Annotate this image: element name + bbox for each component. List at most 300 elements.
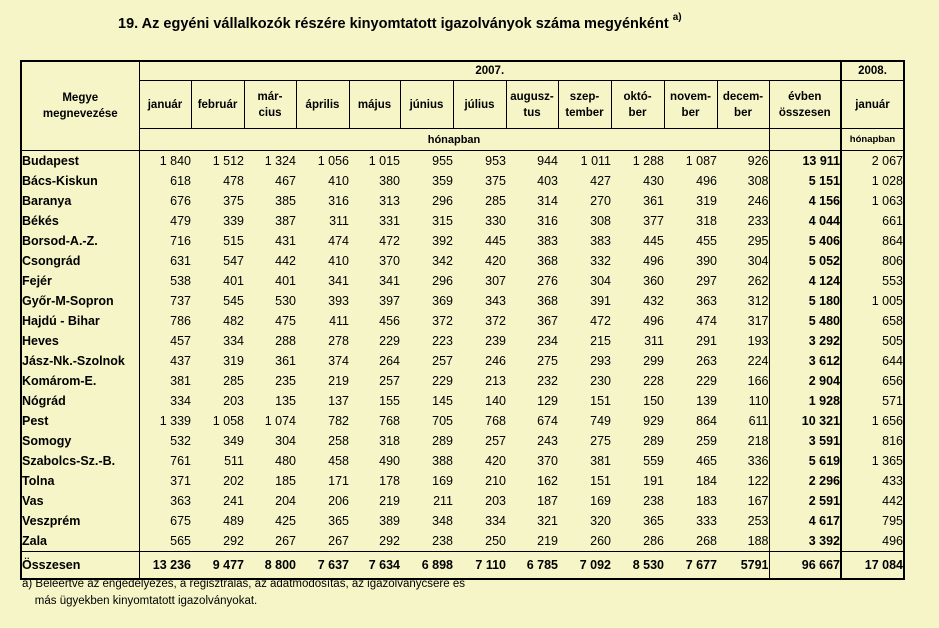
county-name: Bács-Kiskun [21,171,139,191]
month-value: 530 [275,294,296,308]
month-value: 565 [170,534,191,548]
county-column-label: Megye megnevezése [42,92,118,120]
total-january-2008-value: 17 084 [841,552,904,580]
month-value: 372 [432,314,453,328]
total-month-value: 7 092 [558,552,611,580]
month-header: szep- tember [558,81,611,129]
year-2007-header: 2007. [139,61,841,81]
month-value: 944 [506,151,558,172]
month-value: 202 [223,474,244,488]
unit-label: hónapban [139,129,769,151]
month-value: 184 [696,474,717,488]
month-value: 331 [379,214,400,228]
month-value: 332 [590,254,611,268]
table-row [21,271,904,291]
month-header: augusz- tus [506,81,558,129]
month-value: 401 [275,274,296,288]
month-value: 457 [170,334,191,348]
month-value: 432 [643,294,664,308]
county-name: Győr-M-Sopron [21,291,139,311]
month-header: decem- ber [717,81,769,129]
month-value: 559 [643,454,664,468]
month-header: novem- ber [664,81,717,129]
month-value: 316 [328,194,349,208]
month-value: 333 [696,514,717,528]
county-name: Fejér [21,271,139,291]
county-name: Baranya [21,191,139,211]
month-value: 275 [590,434,611,448]
month-value: 1 339 [159,414,191,428]
month-value: 442 [275,254,296,268]
county-name: Heves [21,331,139,351]
county-name: Szabolcs-Sz.-B. [21,451,139,471]
month-value: 538 [170,274,191,288]
month-value: 929 [643,414,664,428]
month-value: 228 [643,374,664,388]
month-value: 270 [590,194,611,208]
month-value: 122 [747,474,769,488]
month-value: 334 [223,334,244,348]
month-value: 187 [537,494,558,508]
month-value: 316 [537,214,558,228]
month-value: 291 [696,334,717,348]
year-2008-header: 2008. [841,61,904,81]
month-value: 321 [537,514,558,528]
county-name: Jász-Nk.-Szolnok [21,351,139,371]
month-value: 1 056 [296,151,349,172]
month-value: 367 [537,314,558,328]
month-value: 330 [485,214,506,228]
county-name: Veszprém [21,511,139,531]
month-value: 375 [223,194,244,208]
month-value: 320 [590,514,611,528]
table-row [21,331,904,351]
month-value: 389 [379,514,400,528]
annual-total-value: 4 617 [769,511,841,531]
annual-total-value: 4 044 [769,211,841,231]
month-value: 425 [275,514,296,528]
month-value: 383 [590,234,611,248]
footnote-line-2: más ügyekben kinyomtatott igazolványokat. [22,595,258,607]
annual-total-value: 3 591 [769,431,841,451]
month-value: 257 [432,354,453,368]
month-value: 110 [748,394,769,408]
month-value: 675 [170,514,191,528]
month-header: októ- ber [611,81,664,129]
january-2008-value: 656 [841,371,904,391]
month-value: 361 [275,354,296,368]
month-value: 285 [485,194,506,208]
month-value: 151 [590,474,611,488]
month-value: 390 [696,254,717,268]
table-row [21,191,904,211]
month-value: 292 [223,534,244,548]
month-value: 388 [432,454,453,468]
month-value: 317 [747,314,769,328]
month-value: 1 087 [664,151,717,172]
month-value: 238 [643,494,664,508]
month-value: 193 [747,334,769,348]
month-value: 547 [223,254,244,268]
grand-total-value: 96 667 [769,552,841,580]
month-value: 276 [537,274,558,288]
month-value: 137 [328,394,349,408]
january-2008-value: 2 067 [841,151,904,172]
table-row [21,411,904,431]
month-value: 369 [432,294,453,308]
january-2008-value: 806 [841,251,904,271]
january-2008-value: 505 [841,331,904,351]
month-value: 178 [379,474,400,488]
county-name: Budapest [21,151,139,172]
month-value: 275 [537,354,558,368]
county-column-header [21,61,139,151]
month-value: 295 [747,234,769,248]
total-month-value: 9 477 [191,552,244,580]
month-value: 334 [170,394,191,408]
month-value: 278 [328,334,349,348]
month-value: 768 [379,414,400,428]
month-value: 456 [379,314,400,328]
month-value: 383 [537,234,558,248]
total-row [21,552,904,580]
county-name: Komárom-E. [21,371,139,391]
month-value: 167 [747,494,769,508]
month-header: június [400,81,453,129]
table-row [21,151,904,172]
month-value: 368 [537,294,558,308]
month-value: 246 [485,354,506,368]
month-value: 319 [696,194,717,208]
january-2008-value: 795 [841,511,904,531]
month-value: 234 [537,334,558,348]
month-value: 392 [432,234,453,248]
month-value: 210 [485,474,506,488]
month-value: 263 [696,354,717,368]
month-value: 288 [275,334,296,348]
month-value: 349 [223,434,244,448]
january-2008-value: 1 005 [841,291,904,311]
month-value: 203 [223,394,244,408]
month-value: 218 [747,434,769,448]
month-value: 235 [275,374,296,388]
month-value: 343 [485,294,506,308]
month-value: 304 [747,254,769,268]
month-value: 1 324 [244,151,296,172]
month-value: 515 [223,234,244,248]
month-value: 716 [170,234,191,248]
month-value: 410 [328,174,349,188]
annual-total-value: 3 392 [769,531,841,552]
table-row [21,391,904,411]
annual-total-value: 4 156 [769,191,841,211]
month-value: 472 [590,314,611,328]
month-value: 314 [537,194,558,208]
month-value: 374 [328,354,349,368]
annual-total-value: 5 406 [769,231,841,251]
month-value: 420 [485,454,506,468]
month-value: 259 [696,434,717,448]
month-value: 297 [696,274,717,288]
month-value: 363 [696,294,717,308]
county-name: Somogy [21,431,139,451]
month-value: 239 [485,334,506,348]
annual-total-value: 2 904 [769,371,841,391]
annual-total-value: 5 180 [769,291,841,311]
month-value: 224 [747,354,769,368]
month-value: 318 [379,434,400,448]
month-value: 420 [485,254,506,268]
month-value: 482 [223,314,244,328]
month-value: 749 [590,414,611,428]
month-value: 238 [432,534,453,548]
month-value: 391 [590,294,611,308]
january-2008-value: 661 [841,211,904,231]
month-value: 145 [432,394,453,408]
month-value: 1 015 [349,151,400,172]
month-header: július [453,81,506,129]
county-name: Békés [21,211,139,231]
month-value: 410 [328,254,349,268]
month-value: 475 [275,314,296,328]
county-name: Pest [21,411,139,431]
month-value: 511 [224,454,244,468]
month-value: 243 [537,434,558,448]
table-row [21,351,904,371]
month-value: 1 011 [558,151,611,172]
annual-total-value: 13 911 [769,151,841,172]
month-value: 166 [747,374,769,388]
month-value: 299 [643,354,664,368]
month-value: 140 [485,394,506,408]
total-month-value: 6 785 [506,552,558,580]
month-value: 371 [170,474,191,488]
month-value: 223 [432,334,453,348]
month-value: 304 [275,434,296,448]
month-value: 705 [432,414,453,428]
table-title [118,14,682,32]
january-2008-value: 864 [841,231,904,251]
month-value: 246 [747,194,769,208]
month-value: 169 [432,474,453,488]
county-name: Tolna [21,471,139,491]
month-value: 445 [485,234,506,248]
month-value: 308 [590,214,611,228]
january-2008-value: 571 [841,391,904,411]
month-value: 472 [379,234,400,248]
january-2008-value: 1 365 [841,451,904,471]
month-value: 129 [537,394,558,408]
month-value: 258 [328,434,349,448]
county-name: Csongrád [21,251,139,271]
annual-total-value: 2 591 [769,491,841,511]
month-value: 311 [644,334,664,348]
month-value: 445 [643,234,664,248]
month-value: 286 [643,534,664,548]
total-month-value: 8 530 [611,552,664,580]
annual-total-value: 10 321 [769,411,841,431]
month-value: 474 [328,234,349,248]
month-value: 150 [643,394,664,408]
month-value: 368 [537,254,558,268]
month-value: 229 [379,334,400,348]
total-month-value: 7 634 [349,552,400,580]
month-value: 953 [453,151,506,172]
month-value: 296 [432,194,453,208]
month-value: 296 [432,274,453,288]
month-value: 674 [537,414,558,428]
table-row [21,431,904,451]
annual-total-value: 5 151 [769,171,841,191]
month-value: 262 [747,274,769,288]
month-value: 381 [170,374,191,388]
month-value: 342 [432,254,453,268]
month-value: 480 [275,454,296,468]
month-value: 219 [379,494,400,508]
january-2008-value: 658 [841,311,904,331]
january-2008-value: 1 656 [841,411,904,431]
month-value: 926 [717,151,769,172]
month-value: 204 [275,494,296,508]
month-value: 219 [537,534,558,548]
month-value: 1 058 [212,414,244,428]
annual-total-value: 5 619 [769,451,841,471]
month-value: 430 [643,174,664,188]
title-footnote-mark: a) [672,12,682,23]
january-2008-value: 644 [841,351,904,371]
table-row [21,291,904,311]
month-value: 233 [747,214,769,228]
month-value: 312 [747,294,769,308]
month-value: 363 [170,494,191,508]
month-value: 307 [485,274,506,288]
annual-total-value: 5 480 [769,311,841,331]
month-value: 380 [379,174,400,188]
month-value: 315 [432,214,453,228]
month-value: 387 [275,214,296,228]
month-value: 313 [379,194,400,208]
month-value: 360 [643,274,664,288]
month-value: 253 [747,514,769,528]
month-value: 219 [328,374,349,388]
footnote-line-1: a) Beleértve az engedélyezés, a regisztrálás, az adatmódosítás, az igazolványcsere és [22,578,465,590]
january-2008-value: 553 [841,271,904,291]
month-value: 135 [275,394,296,408]
annual-total-value: 2 296 [769,471,841,491]
month-value: 229 [696,374,717,388]
table-row [21,511,904,531]
county-name: Zala [21,531,139,552]
annual-total-header: évben összesen [769,81,841,129]
county-name: Borsod-A.-Z. [21,231,139,251]
month-value: 761 [170,454,191,468]
month-value: 955 [400,151,453,172]
unit-2008-label: hónapban [841,129,904,151]
month-value: 479 [170,214,191,228]
month-value: 786 [170,314,191,328]
month-value: 229 [432,374,453,388]
month-value: 375 [485,174,506,188]
month-value: 289 [432,434,453,448]
month-value: 496 [696,174,717,188]
month-value: 490 [379,454,400,468]
month-value: 292 [379,534,400,548]
month-value: 782 [328,414,349,428]
county-name: Vas [21,491,139,511]
month-value: 545 [223,294,244,308]
month-value: 334 [485,514,506,528]
month-value: 268 [696,534,717,548]
total-month-value: 13 236 [139,552,191,580]
month-value: 285 [223,374,244,388]
title-text: 19. Az egyéni vállalkozók részére kinyomtatott igazolványok száma megyénként [118,15,669,32]
month-value: 365 [643,514,664,528]
month-value: 411 [329,314,349,328]
month-value: 257 [485,434,506,448]
month-value: 311 [329,214,349,228]
month-value: 381 [590,454,611,468]
annual-total-value: 3 292 [769,331,841,351]
data-table [20,60,905,580]
month-value: 339 [223,214,244,228]
month-value: 232 [537,374,558,388]
month-value: 206 [328,494,349,508]
month-value: 676 [170,194,191,208]
month-header: már- cius [244,81,296,129]
month-value: 336 [747,454,769,468]
table-row [21,371,904,391]
month-header: január [139,81,191,129]
table-row [21,251,904,271]
total-month-value: 8 800 [244,552,296,580]
month-header: május [349,81,400,129]
month-value: 372 [485,314,506,328]
january-2008-header: január [841,81,904,129]
month-value: 241 [223,494,244,508]
month-value: 171 [328,474,349,488]
month-value: 183 [696,494,717,508]
total-month-value: 6 898 [400,552,453,580]
table-row [21,171,904,191]
month-value: 1 074 [264,414,296,428]
annual-total-value: 1 928 [769,391,841,411]
month-value: 260 [590,534,611,548]
month-value: 293 [590,354,611,368]
january-2008-value: 1 028 [841,171,904,191]
month-value: 427 [590,174,611,188]
table-row [21,231,904,251]
month-value: 385 [275,194,296,208]
january-2008-value: 433 [841,471,904,491]
month-value: 151 [590,394,611,408]
month-value: 162 [537,474,558,488]
total-month-value: 7 677 [664,552,717,580]
month-value: 250 [485,534,506,548]
month-value: 465 [696,454,717,468]
unit-spacer [769,129,841,151]
month-value: 191 [643,474,664,488]
month-value: 397 [379,294,400,308]
month-header: április [296,81,349,129]
january-2008-value: 816 [841,431,904,451]
month-value: 341 [379,274,400,288]
month-value: 467 [275,174,296,188]
month-value: 631 [170,254,191,268]
month-value: 370 [537,454,558,468]
month-value: 437 [170,354,191,368]
county-name: Nógrád [21,391,139,411]
month-value: 139 [696,394,717,408]
